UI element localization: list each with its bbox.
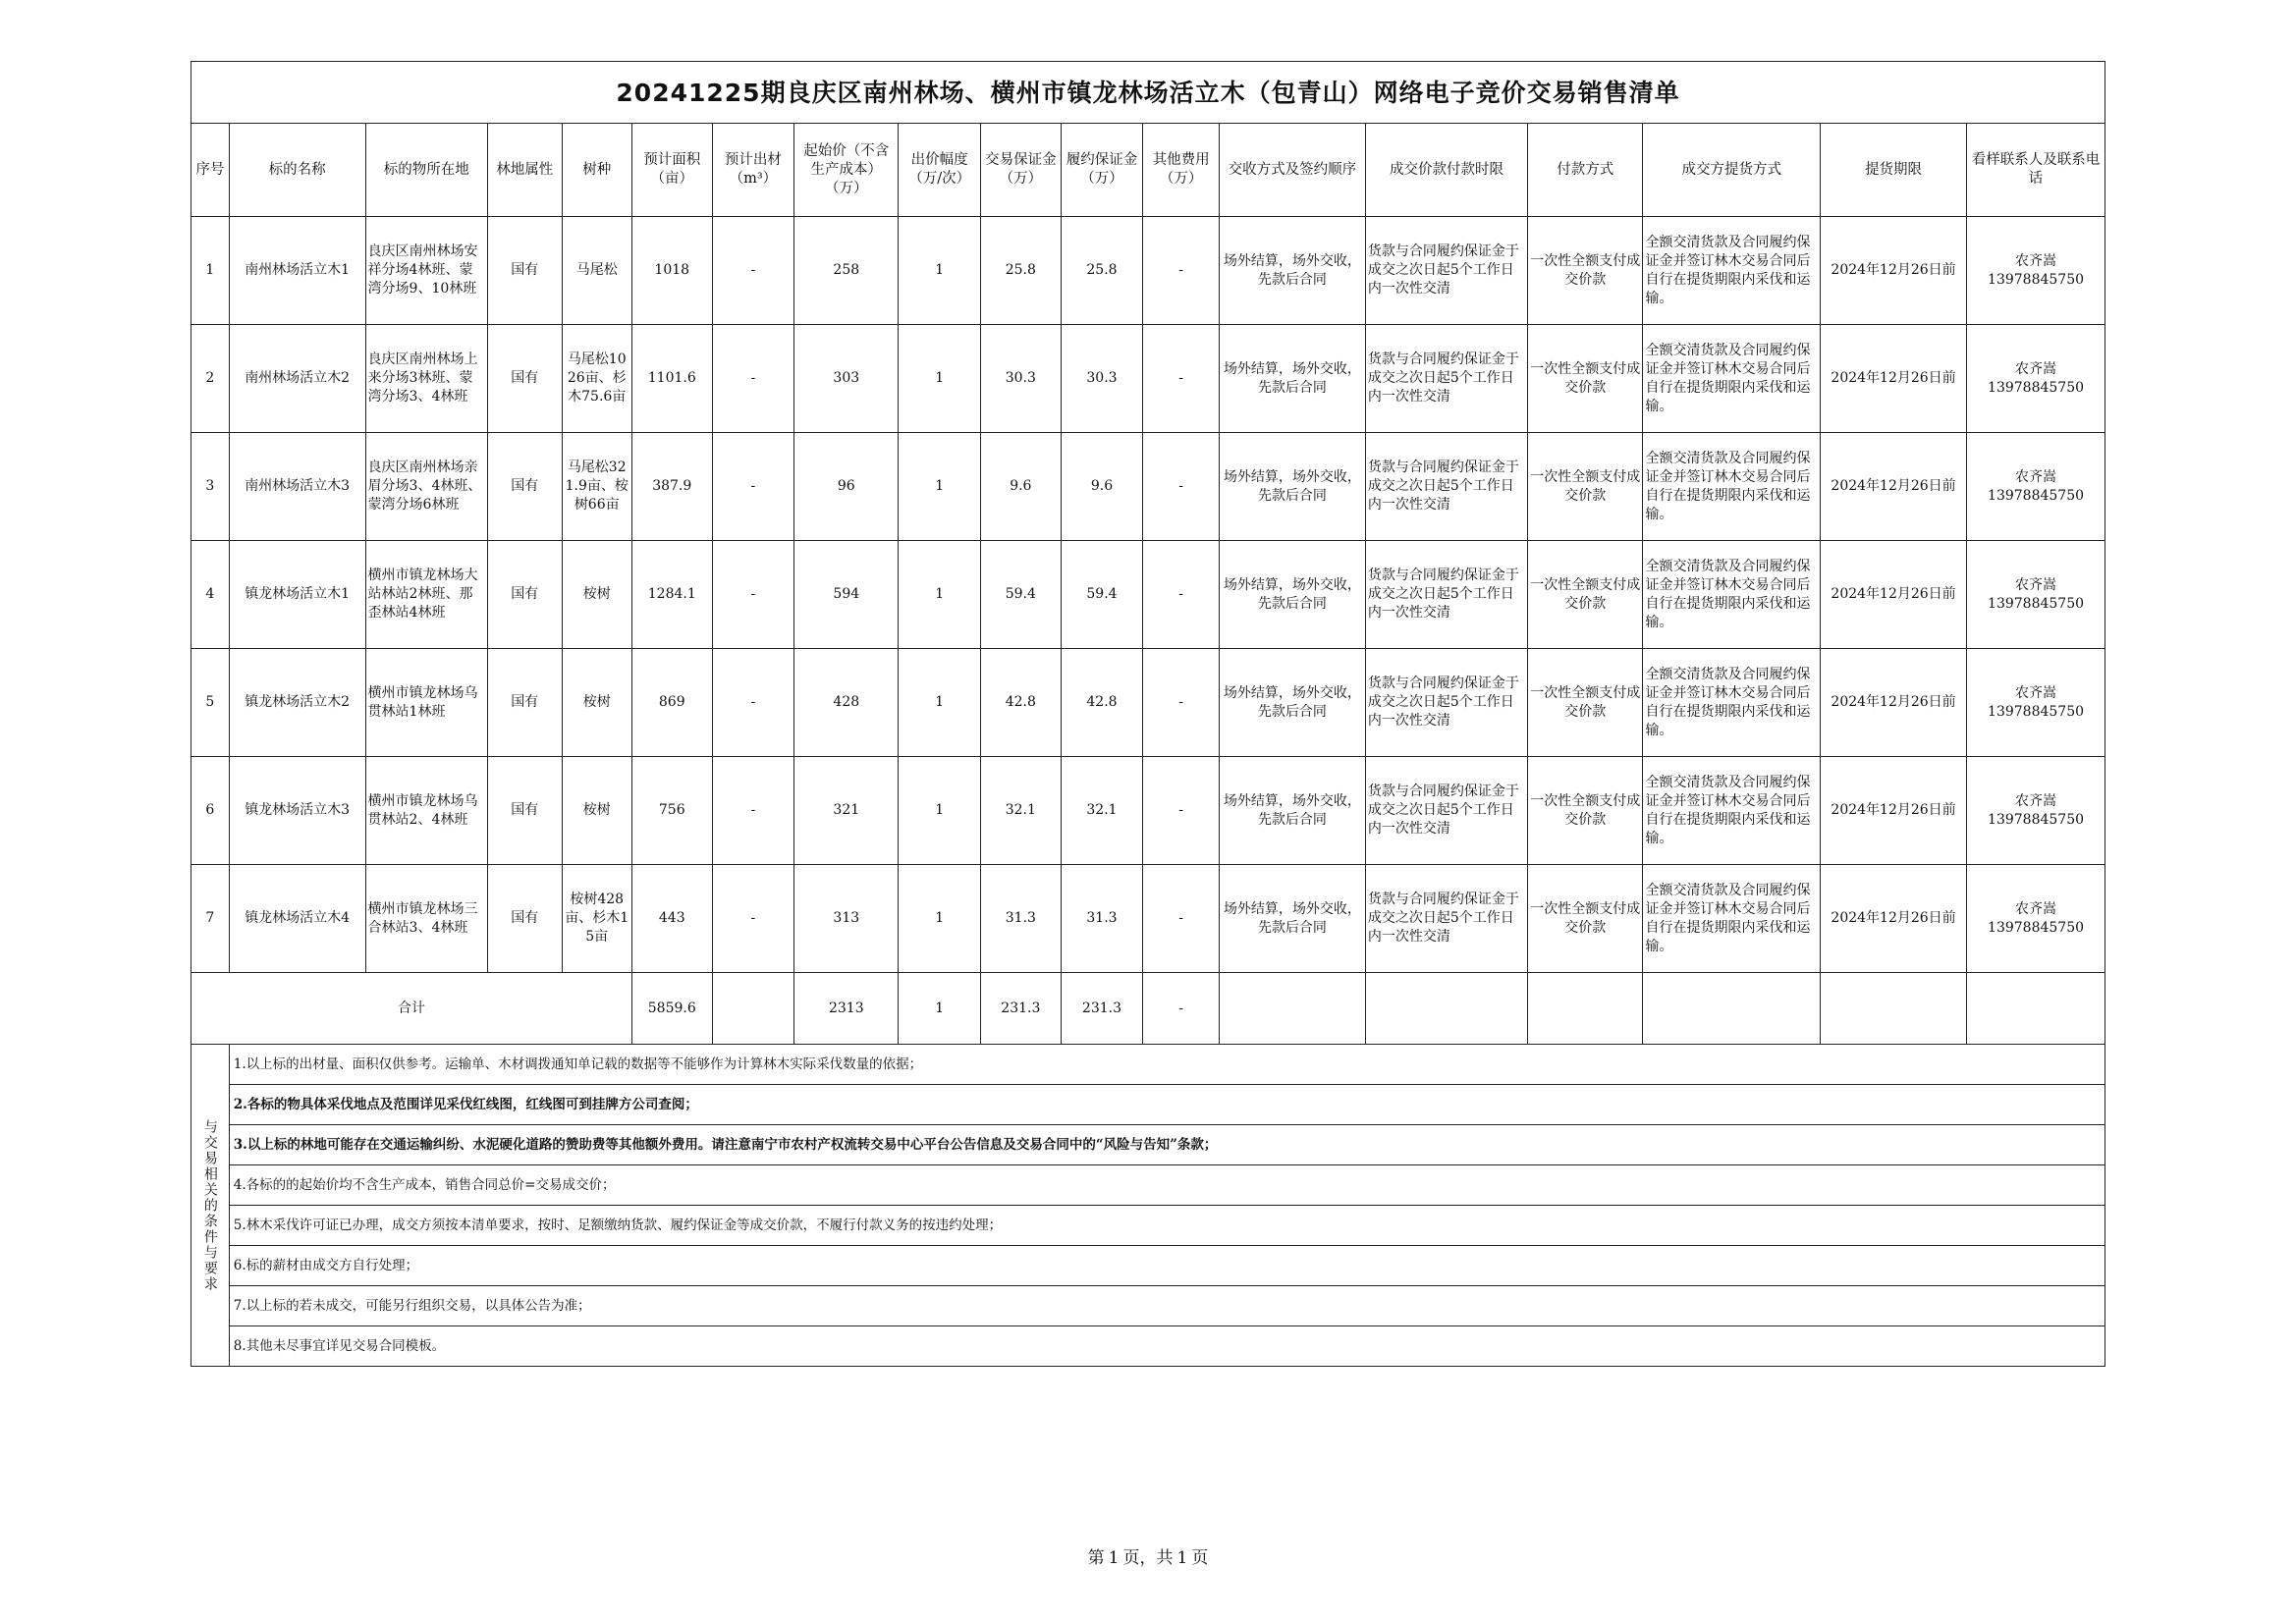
total-other: - xyxy=(1143,973,1220,1045)
note-row xyxy=(191,1165,2105,1206)
total-increment: 1 xyxy=(899,973,981,1045)
column-header: 履约保证金（万） xyxy=(1061,124,1143,217)
table-cell: - xyxy=(712,865,794,973)
page-title: 20241225期良庆区南州林场、横州市镇龙林场活立木（包青山）网络电子竞价交易销售清单 xyxy=(191,62,2105,124)
table-cell: - xyxy=(1143,433,1220,541)
table-cell: 3 xyxy=(191,433,230,541)
table-cell: 国有 xyxy=(488,649,563,757)
table-cell: 7 xyxy=(191,865,230,973)
note-text: 4.各标的的起始价均不含生产成本，销售合同总价=交易成交价； xyxy=(229,1165,2105,1206)
table-cell: 全额交清货款及合同履约保证金并签订林木交易合同后自行在提货期限内采伐和运输。 xyxy=(1643,865,1821,973)
table-cell: 32.1 xyxy=(1061,757,1143,865)
total-performance: 231.3 xyxy=(1061,973,1143,1045)
page-footer xyxy=(0,1543,2296,1568)
table-cell: 1 xyxy=(899,649,981,757)
total-empty xyxy=(1365,973,1527,1045)
table-cell: 场外结算，场外交收，先款后合同 xyxy=(1219,433,1365,541)
table-cell: 全额交清货款及合同履约保证金并签订林木交易合同后自行在提货期限内采伐和运输。 xyxy=(1643,217,1821,325)
table-cell: - xyxy=(712,325,794,433)
table-cell: 全额交清货款及合同履约保证金并签订林木交易合同后自行在提货期限内采伐和运输。 xyxy=(1643,757,1821,865)
column-header: 其他费用（万） xyxy=(1143,124,1220,217)
table-cell: 良庆区南州林场亲眉分场3、4林班、蒙湾分场6林班 xyxy=(365,433,487,541)
header-row xyxy=(191,124,2105,217)
table-cell: 756 xyxy=(631,757,712,865)
table-cell: 594 xyxy=(794,541,899,649)
table-cell: 59.4 xyxy=(981,541,1062,649)
table-cell: 南州林场活立木1 xyxy=(229,217,365,325)
table-cell: 货款与合同履约保证金于成交之次日起5个工作日内一次性交清 xyxy=(1365,757,1527,865)
table-cell: - xyxy=(1143,325,1220,433)
table-cell: 马尾松 xyxy=(562,217,631,325)
table-cell: 南州林场活立木2 xyxy=(229,325,365,433)
table-cell: 农齐嵩 13978845750 xyxy=(1967,865,2105,973)
table-cell: 2 xyxy=(191,325,230,433)
table-cell: 42.8 xyxy=(1061,649,1143,757)
table-cell: 428 xyxy=(794,649,899,757)
table-cell: 1018 xyxy=(631,217,712,325)
total-label: 合计 xyxy=(191,973,632,1045)
table-cell: 313 xyxy=(794,865,899,973)
table-cell: 258 xyxy=(794,217,899,325)
note-text: 2.各标的物具体采伐地点及范围详见采伐红线图，红线图可到挂牌方公司查阅； xyxy=(229,1085,2105,1125)
total-empty xyxy=(1643,973,1821,1045)
table-cell: 2024年12月26日前 xyxy=(1821,433,1967,541)
table-cell: 42.8 xyxy=(981,649,1062,757)
table-row xyxy=(191,217,2105,325)
total-empty xyxy=(1821,973,1967,1045)
table-cell: 321 xyxy=(794,757,899,865)
table-cell: - xyxy=(1143,541,1220,649)
column-header: 成交方提货方式 xyxy=(1643,124,1821,217)
total-empty xyxy=(1528,973,1643,1045)
table-cell: - xyxy=(1143,217,1220,325)
table-cell: 443 xyxy=(631,865,712,973)
table-cell: 镇龙林场活立木2 xyxy=(229,649,365,757)
table-cell: 1284.1 xyxy=(631,541,712,649)
note-text: 1.以上标的出材量、面积仅供参考。运输单、木材调拨通知单记载的数据等不能够作为计算林木实际采伐数量的依据； xyxy=(229,1045,2105,1085)
table-cell: 一次性全额支付成交价款 xyxy=(1528,865,1643,973)
table-cell: 国有 xyxy=(488,541,563,649)
table-cell: 一次性全额支付成交价款 xyxy=(1528,541,1643,649)
table-cell: 农齐嵩 13978845750 xyxy=(1967,541,2105,649)
sales-table xyxy=(191,61,2105,1367)
table-cell: 2024年12月26日前 xyxy=(1821,217,1967,325)
column-header: 看样联系人及联系电话 xyxy=(1967,124,2105,217)
column-header: 序号 xyxy=(191,124,230,217)
table-cell: 31.3 xyxy=(981,865,1062,973)
table-cell: 2024年12月26日前 xyxy=(1821,541,1967,649)
table-cell: - xyxy=(1143,757,1220,865)
table-cell: 1 xyxy=(899,757,981,865)
note-row xyxy=(191,1326,2105,1367)
sales-list-sheet xyxy=(191,61,2105,1367)
table-cell: 1 xyxy=(899,325,981,433)
note-text: 3.以上标的林地可能存在交通运输纠纷、水泥硬化道路的赞助费等其他额外费用。请注意南宁市农村产权流转交易中心平台公告信息及交易合同中的“风险与告知”条款； xyxy=(229,1125,2105,1165)
table-cell: 一次性全额支付成交价款 xyxy=(1528,649,1643,757)
table-cell: 全额交清货款及合同履约保证金并签订林木交易合同后自行在提货期限内采伐和运输。 xyxy=(1643,433,1821,541)
table-cell: 全额交清货款及合同履约保证金并签订林木交易合同后自行在提货期限内采伐和运输。 xyxy=(1643,541,1821,649)
table-cell: 桉树 xyxy=(562,541,631,649)
table-cell: 31.3 xyxy=(1061,865,1143,973)
note-text: 8.其他未尽事宜详见交易合同模板。 xyxy=(229,1326,2105,1367)
table-cell: 国有 xyxy=(488,433,563,541)
table-cell: 农齐嵩 13978845750 xyxy=(1967,325,2105,433)
table-cell: 马尾松1026亩、杉木75.6亩 xyxy=(562,325,631,433)
table-cell: 869 xyxy=(631,649,712,757)
table-cell: 场外结算，场外交收，先款后合同 xyxy=(1219,325,1365,433)
column-header: 标的物所在地 xyxy=(365,124,487,217)
table-cell: 2024年12月26日前 xyxy=(1821,757,1967,865)
table-cell: 桉树 xyxy=(562,757,631,865)
total-deposit: 231.3 xyxy=(981,973,1062,1045)
table-cell: 一次性全额支付成交价款 xyxy=(1528,433,1643,541)
note-row xyxy=(191,1286,2105,1326)
note-row xyxy=(191,1206,2105,1246)
table-cell: 货款与合同履约保证金于成交之次日起5个工作日内一次性交清 xyxy=(1365,325,1527,433)
table-cell: 国有 xyxy=(488,757,563,865)
table-cell: 镇龙林场活立木1 xyxy=(229,541,365,649)
total-empty xyxy=(1967,973,2105,1045)
column-header: 林地属性 xyxy=(488,124,563,217)
table-cell: 303 xyxy=(794,325,899,433)
table-cell: 9.6 xyxy=(1061,433,1143,541)
table-cell: 货款与合同履约保证金于成交之次日起5个工作日内一次性交清 xyxy=(1365,433,1527,541)
note-row xyxy=(191,1045,2105,1085)
table-cell: 场外结算，场外交收，先款后合同 xyxy=(1219,865,1365,973)
footer-page: 1 xyxy=(1108,1548,1120,1568)
table-cell: - xyxy=(1143,865,1220,973)
table-cell: 农齐嵩 13978845750 xyxy=(1967,217,2105,325)
footer-pages: 1 xyxy=(1176,1548,1188,1568)
table-cell: - xyxy=(712,649,794,757)
column-header: 付款方式 xyxy=(1528,124,1643,217)
note-text: 7.以上标的若未成交，可能另行组织交易，以具体公告为准； xyxy=(229,1286,2105,1326)
table-cell: 南州林场活立木3 xyxy=(229,433,365,541)
table-cell: 良庆区南州林场上来分场3林班、蒙湾分场3、4林班 xyxy=(365,325,487,433)
table-cell: 全额交清货款及合同履约保证金并签订林木交易合同后自行在提货期限内采伐和运输。 xyxy=(1643,325,1821,433)
table-cell: 国有 xyxy=(488,325,563,433)
table-cell: 镇龙林场活立木4 xyxy=(229,865,365,973)
table-cell: 1101.6 xyxy=(631,325,712,433)
table-cell: 马尾松321.9亩、桉树66亩 xyxy=(562,433,631,541)
table-cell: 1 xyxy=(899,865,981,973)
column-header: 树种 xyxy=(562,124,631,217)
table-cell: 货款与合同履约保证金于成交之次日起5个工作日内一次性交清 xyxy=(1365,649,1527,757)
table-cell: 场外结算，场外交收，先款后合同 xyxy=(1219,757,1365,865)
table-cell: - xyxy=(712,541,794,649)
table-cell: 5 xyxy=(191,649,230,757)
table-cell: 96 xyxy=(794,433,899,541)
table-cell: 农齐嵩 13978845750 xyxy=(1967,757,2105,865)
table-cell: - xyxy=(1143,649,1220,757)
table-cell: 良庆区南州林场安祥分场4林班、蒙湾分场9、10林班 xyxy=(365,217,487,325)
table-row xyxy=(191,865,2105,973)
table-cell: 30.3 xyxy=(981,325,1062,433)
table-cell: 6 xyxy=(191,757,230,865)
table-cell: - xyxy=(712,217,794,325)
note-text: 5.林木采伐许可证已办理，成交方须按本清单要求，按时、足额缴纳货款、履约保证金等成交价款，不履行付款义务的按违约处理； xyxy=(229,1206,2105,1246)
column-header: 提货期限 xyxy=(1821,124,1967,217)
column-header: 交收方式及签约顺序 xyxy=(1219,124,1365,217)
table-cell: 4 xyxy=(191,541,230,649)
table-cell: 一次性全额支付成交价款 xyxy=(1528,217,1643,325)
table-cell: 桉树 xyxy=(562,649,631,757)
column-header: 成交价款付款时限 xyxy=(1365,124,1527,217)
note-row xyxy=(191,1125,2105,1165)
table-cell: 国有 xyxy=(488,217,563,325)
table-cell: 1 xyxy=(899,217,981,325)
total-start-price: 2313 xyxy=(794,973,899,1045)
table-row xyxy=(191,541,2105,649)
total-row xyxy=(191,973,2105,1045)
table-cell: 387.9 xyxy=(631,433,712,541)
table-cell: 货款与合同履约保证金于成交之次日起5个工作日内一次性交清 xyxy=(1365,217,1527,325)
table-cell: 9.6 xyxy=(981,433,1062,541)
table-cell: 全额交清货款及合同履约保证金并签订林木交易合同后自行在提货期限内采伐和运输。 xyxy=(1643,649,1821,757)
total-empty xyxy=(1219,973,1365,1045)
column-header: 预计出材（m³） xyxy=(712,124,794,217)
table-cell: 1 xyxy=(899,433,981,541)
note-row xyxy=(191,1085,2105,1125)
table-cell: 农齐嵩 13978845750 xyxy=(1967,649,2105,757)
table-cell: 32.1 xyxy=(981,757,1062,865)
table-cell: 2024年12月26日前 xyxy=(1821,649,1967,757)
table-cell: 横州市镇龙林场三合林站3、4林班 xyxy=(365,865,487,973)
table-cell: 一次性全额支付成交价款 xyxy=(1528,757,1643,865)
column-header: 预计面积（亩） xyxy=(631,124,712,217)
table-cell: 1 xyxy=(191,217,230,325)
column-header: 标的名称 xyxy=(229,124,365,217)
total-empty xyxy=(712,973,794,1045)
table-cell: 25.8 xyxy=(981,217,1062,325)
column-header: 起始价（不含生产成本）（万） xyxy=(794,124,899,217)
table-cell: 30.3 xyxy=(1061,325,1143,433)
footer-prefix: 第 xyxy=(1087,1548,1105,1568)
note-row xyxy=(191,1246,2105,1286)
table-cell: - xyxy=(712,433,794,541)
column-header: 出价幅度（万/次） xyxy=(899,124,981,217)
table-cell: 货款与合同履约保证金于成交之次日起5个工作日内一次性交清 xyxy=(1365,541,1527,649)
table-cell: 横州市镇龙林场乌贯林站1林班 xyxy=(365,649,487,757)
table-cell: 场外结算，场外交收，先款后合同 xyxy=(1219,541,1365,649)
table-cell: 1 xyxy=(899,541,981,649)
footer-suffix: 页 xyxy=(1191,1548,1209,1568)
table-cell: 场外结算，场外交收，先款后合同 xyxy=(1219,217,1365,325)
table-cell: 横州市镇龙林场大站林站2林班、那歪林站4林班 xyxy=(365,541,487,649)
column-header: 交易保证金（万） xyxy=(981,124,1062,217)
note-text: 6.标的薪材由成交方自行处理； xyxy=(229,1246,2105,1286)
table-cell: 货款与合同履约保证金于成交之次日起5个工作日内一次性交清 xyxy=(1365,865,1527,973)
table-cell: - xyxy=(712,757,794,865)
table-cell: 59.4 xyxy=(1061,541,1143,649)
table-cell: 镇龙林场活立木3 xyxy=(229,757,365,865)
table-cell: 桉树428亩、杉木15亩 xyxy=(562,865,631,973)
table-cell: 2024年12月26日前 xyxy=(1821,865,1967,973)
footer-mid: 页，共 xyxy=(1122,1548,1174,1568)
table-cell: 横州市镇龙林场乌贯林站2、4林班 xyxy=(365,757,487,865)
table-cell: 2024年12月26日前 xyxy=(1821,325,1967,433)
table-row xyxy=(191,757,2105,865)
table-row xyxy=(191,649,2105,757)
table-row xyxy=(191,433,2105,541)
table-cell: 场外结算，场外交收，先款后合同 xyxy=(1219,649,1365,757)
table-cell: 25.8 xyxy=(1061,217,1143,325)
table-row xyxy=(191,325,2105,433)
table-cell: 农齐嵩 13978845750 xyxy=(1967,433,2105,541)
total-area: 5859.6 xyxy=(631,973,712,1045)
notes-label: 与交易相关的条件与要求 xyxy=(191,1045,230,1367)
table-cell: 一次性全额支付成交价款 xyxy=(1528,325,1643,433)
table-cell: 国有 xyxy=(488,865,563,973)
